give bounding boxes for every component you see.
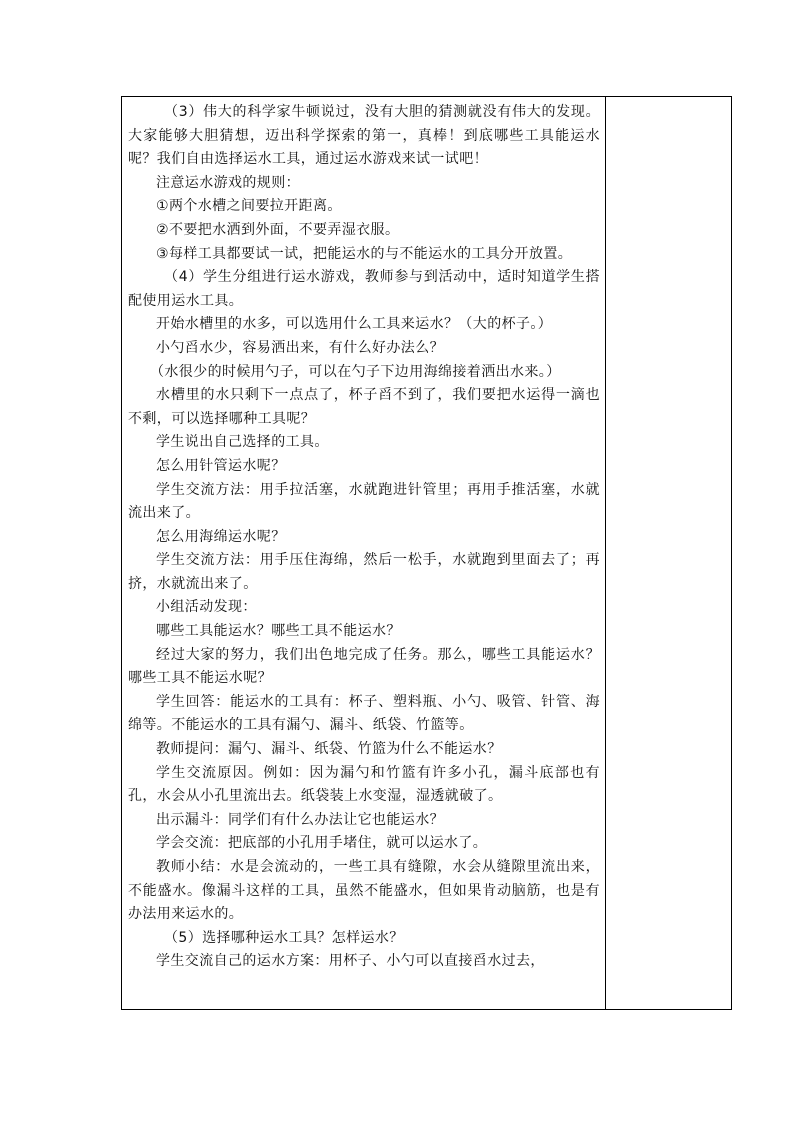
paragraph: 学会交流：把底部的小孔用手堵住，就可以运水了。 (156, 835, 488, 852)
paragraph: ③每样工具都要试一试，把能运水的与不能运水的工具分开放置。 (156, 245, 573, 262)
paragraph: 开始水槽里的水多，可以选用什么工具来运水？（大的杯子。） (156, 316, 553, 333)
paragraph: 出示漏斗：同学们有什么办法让它也能运水？ (156, 811, 444, 828)
paragraph: （4）学生分组进行运水游戏，教师参与到活动中，适时知道学生搭配使用运水工具。 (128, 269, 600, 309)
paragraph: 小组活动发现： (156, 599, 257, 616)
lesson-table (121, 96, 732, 1010)
paragraph: 小勺舀水少，容易洒出来，有什么好办法么？ (156, 339, 444, 356)
paragraph: 怎么用海绵运水呢？ (156, 528, 286, 545)
paragraph: 教师小结：水是会流动的，一些工具有缝隙，水会从缝隙里流出来，不能盛水。像漏斗这样的工具，虽然不能盛水，但如果肯动脑筋，也是有办法用来运水的。 (128, 859, 600, 923)
lesson-content-cell (128, 101, 600, 974)
notes-column-cell (606, 97, 731, 1009)
paragraph: 学生交流方法：用手压住海绵，然后一松手，水就跑到里面去了；再挤，水就流出来了。 (128, 552, 600, 592)
paragraph: 学生交流方法：用手拉活塞，水就跑进针管里；再用手推活塞，水就流出来了。 (128, 481, 600, 522)
paragraph: （水很少的时候用勺子，可以在勺子下边用海绵接着洒出水来。） (150, 363, 561, 380)
paragraph: 学生交流原因。例如：因为漏勺和竹篮有许多小孔，漏斗底部也有孔，水会从小孔里流出去。纸袋装上水变湿，湿透就破了。 (128, 764, 600, 805)
paragraph: 水槽里的水只剩下一点点了，杯子舀不到了，我们要把水运得一滴也不剩，可以选择哪种工具呢？ (128, 387, 600, 427)
paragraph: 教师提问：漏勺、漏斗、纸袋、竹篮为什么不能运水？ (156, 741, 502, 758)
paragraph: 怎么用针管运水呢？ (156, 457, 286, 474)
paragraph: ②不要把水洒到外面，不要弄湿衣服。 (156, 221, 400, 238)
paragraph: 学生说出自己选择的工具。 (156, 434, 329, 451)
paragraph: 哪些工具能运水？哪些工具不能运水？ (156, 623, 401, 640)
paragraph: 学生交流自己的运水方案：用杯子、小勺可以直接舀水过去， (156, 953, 545, 970)
paragraph: （5）选择哪种运水工具？怎样运水？ (164, 929, 404, 946)
paragraph: （3）伟大的科学家牛顿说过，没有大胆的猜测就没有伟大的发现。大家能够大胆猜想，迈出科学探索的第一，真棒！到底哪些工具能运水呢？我们自由选择运水工具，通过运水游戏来试一试吧！ (128, 104, 600, 168)
paragraph: 注意运水游戏的规则： (156, 174, 300, 191)
paragraph: ①两个水槽之间要拉开距离。 (156, 198, 342, 215)
paragraph: 经过大家的努力，我们出色地完成了任务。那么，哪些工具能运水？哪些工具不能运水呢？ (128, 646, 600, 687)
paragraph: 学生回答：能运水的工具有：杯子、塑料瓶、小勺、吸管、针管、海绵等。不能运水的工具有漏勺、漏斗、纸袋、竹篮等。 (128, 693, 600, 734)
